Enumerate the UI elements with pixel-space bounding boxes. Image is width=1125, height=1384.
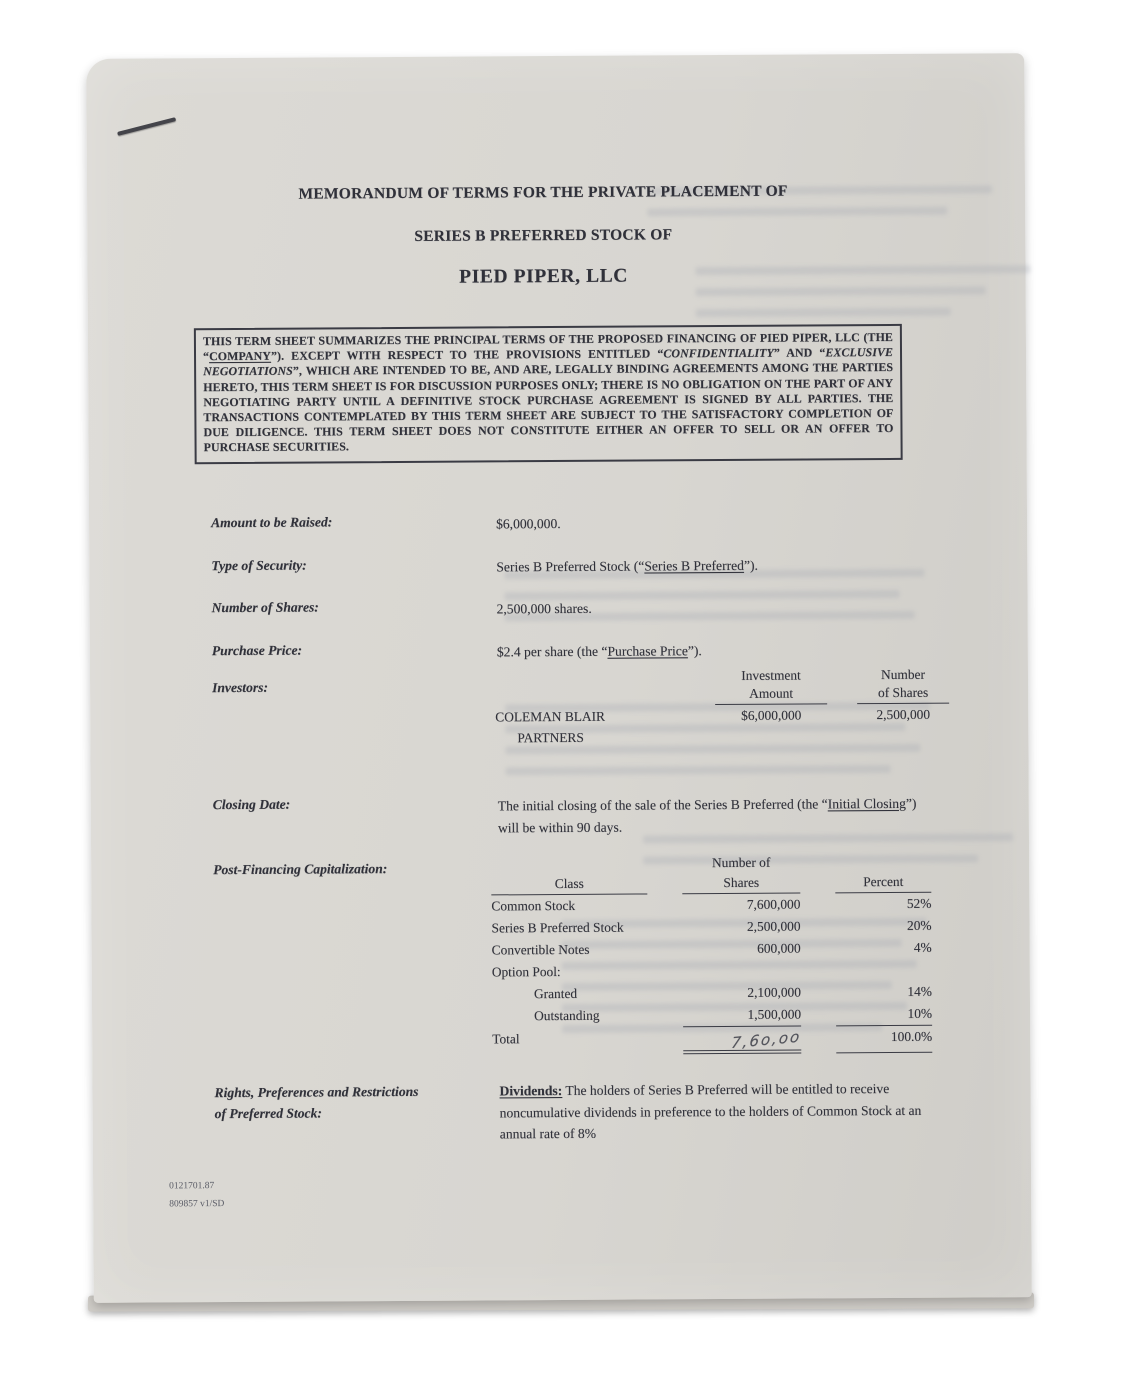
capitalization-table bbox=[491, 852, 932, 1056]
investors-table bbox=[495, 666, 949, 749]
cap-class-cell: Granted bbox=[533, 985, 578, 1002]
closing-date-label: Closing Date: bbox=[212, 796, 291, 813]
cap-table-row bbox=[492, 959, 932, 984]
cap-class-header: Class bbox=[491, 873, 647, 895]
company-name: PIED PIPER, LLC bbox=[459, 265, 629, 288]
amount-raised-label: Amount to be Raised: bbox=[210, 514, 333, 531]
cap-shares-cell bbox=[683, 1027, 801, 1055]
cap-percent-cell: 52% bbox=[906, 895, 932, 911]
cap-shares-cell: 2,500,000 bbox=[746, 918, 801, 934]
staple-mark bbox=[117, 117, 176, 136]
investment-amount-value: $6,000,000 bbox=[741, 707, 802, 723]
investor-name-header-blank bbox=[495, 667, 685, 706]
security-type-label: Type of Security: bbox=[211, 557, 307, 574]
cap-class-cell: Series B Preferred Stock bbox=[491, 919, 624, 936]
cap-shares-header-line1: Number of bbox=[711, 854, 771, 871]
cap-shares-cell: 600,000 bbox=[757, 940, 801, 956]
number-of-shares-label: Number of Shares: bbox=[211, 599, 319, 616]
cap-shares-cell: 1,500,000 bbox=[683, 1004, 801, 1028]
document-footer-codes bbox=[169, 1177, 224, 1213]
cap-class-cell: Outstanding bbox=[534, 1007, 600, 1024]
cap-percent-cell: 20% bbox=[906, 917, 932, 933]
document-title-line1: MEMORANDUM OF TERMS FOR THE PRIVATE PLACEMENT OF bbox=[298, 182, 788, 203]
cap-class-cell: Convertible Notes bbox=[491, 941, 590, 958]
cap-table-row bbox=[492, 937, 932, 962]
cap-percent-cell: 10% bbox=[836, 1003, 932, 1027]
cap-table-row bbox=[492, 1026, 932, 1056]
cap-percent-cell bbox=[836, 959, 932, 982]
security-type-value: Series B Preferred Stock (“Series B Preferred”). bbox=[496, 557, 758, 575]
footer-code-line1: 0121701.87 bbox=[169, 1181, 215, 1192]
closing-date-value: The initial closing of the sale of the Series B Preferred (the “Initial Closing”) will be within 90 days. bbox=[497, 795, 917, 835]
rights-value: Dividends: The holders of Series B Preferred will be entitled to receive noncumulative dividends in preference to the holders of Common Stock at an annual rate of 8% bbox=[499, 1080, 922, 1142]
investment-amount-header: Investment Amount bbox=[715, 666, 827, 705]
cap-table-row bbox=[491, 893, 931, 918]
cap-percent-cell: 4% bbox=[913, 939, 932, 955]
document-page bbox=[86, 53, 1032, 1303]
cap-percent-cell: 14% bbox=[907, 983, 932, 999]
cap-class-cell: Option Pool: bbox=[491, 963, 561, 980]
amount-raised-value: $6,000,000. bbox=[496, 515, 561, 532]
handwritten-total-shares: 7,6o,oo bbox=[730, 1027, 803, 1053]
purchase-price-label: Purchase Price: bbox=[211, 642, 303, 659]
rights-label: Rights, Preferences and Restrictions of Preferred Stock: bbox=[214, 1083, 419, 1122]
document-title-line2: SERIES B PREFERRED STOCK OF bbox=[414, 226, 673, 245]
footer-code-line2: 809857 v1/SD bbox=[169, 1199, 225, 1210]
cap-class-cell: Common Stock bbox=[491, 897, 576, 914]
number-of-shares-header: Number of Shares bbox=[857, 666, 949, 705]
cap-table-row bbox=[492, 1003, 932, 1029]
cap-shares-cell: 2,100,000 bbox=[747, 984, 801, 1000]
investor-name: COLEMAN BLAIR PARTNERS bbox=[495, 708, 606, 746]
cap-table-row bbox=[492, 981, 932, 1006]
cap-shares-cell: 7,600,000 bbox=[746, 896, 801, 912]
capitalization-label: Post-Financing Capitalization: bbox=[213, 861, 388, 878]
cap-class-cell: Total bbox=[492, 1031, 520, 1047]
number-of-shares-cell: 2,500,000 bbox=[876, 706, 931, 723]
purchase-price-value: $2.4 per share (the “Purchase Price”). bbox=[496, 643, 702, 660]
cap-shares-header-line2: Shares bbox=[682, 873, 800, 895]
number-of-shares-value: 2,500,000 shares. bbox=[496, 600, 592, 617]
disclaimer-box: THIS TERM SHEET SUMMARIZES THE PRINCIPAL TERMS OF THE PROPOSED FINANCING OF PIED PIPER, LLC (THE “COMPANY”). EXCEPT WITH RESPECT TO THE PROVISIONS ENTITLED “CONFIDENTIALITY” AND “EXCLUSIVE NEGOTIATIONS”, WHICH ARE INTENDED TO BE, AND ARE, LEGALLY BINDING AGREEMENTS AMONG THE PARTIES HERETO, THIS TERM SHEET IS FOR DISCUSSION PURPOSES ONLY; THERE IS NO OBLIGATION ON THE PART OF ANY NEGOTIATING PARTY UNTIL A DEFINITIVE STOCK PURCHASE AGREEMENT IS SIGNED BY ALL PARTIES. THE TRANSACTIONS CONTEMPLATED BY THIS TERM SHEET ARE SUBJECT TO THE SATISFACTORY COMPLETION OF DUE DILIGENCE. THIS TERM SHEET DOES NOT CONSTITUTE EITHER AN OFFER TO SELL OR AN OFFER TO PURCHASE SECURITIES. bbox=[194, 324, 903, 464]
cap-shares-cell bbox=[683, 960, 801, 983]
cap-table-row bbox=[491, 915, 931, 940]
cap-percent-cell: 100.0% bbox=[836, 1026, 932, 1054]
cap-percent-header: Percent bbox=[835, 872, 931, 894]
investors-label: Investors: bbox=[212, 679, 268, 696]
